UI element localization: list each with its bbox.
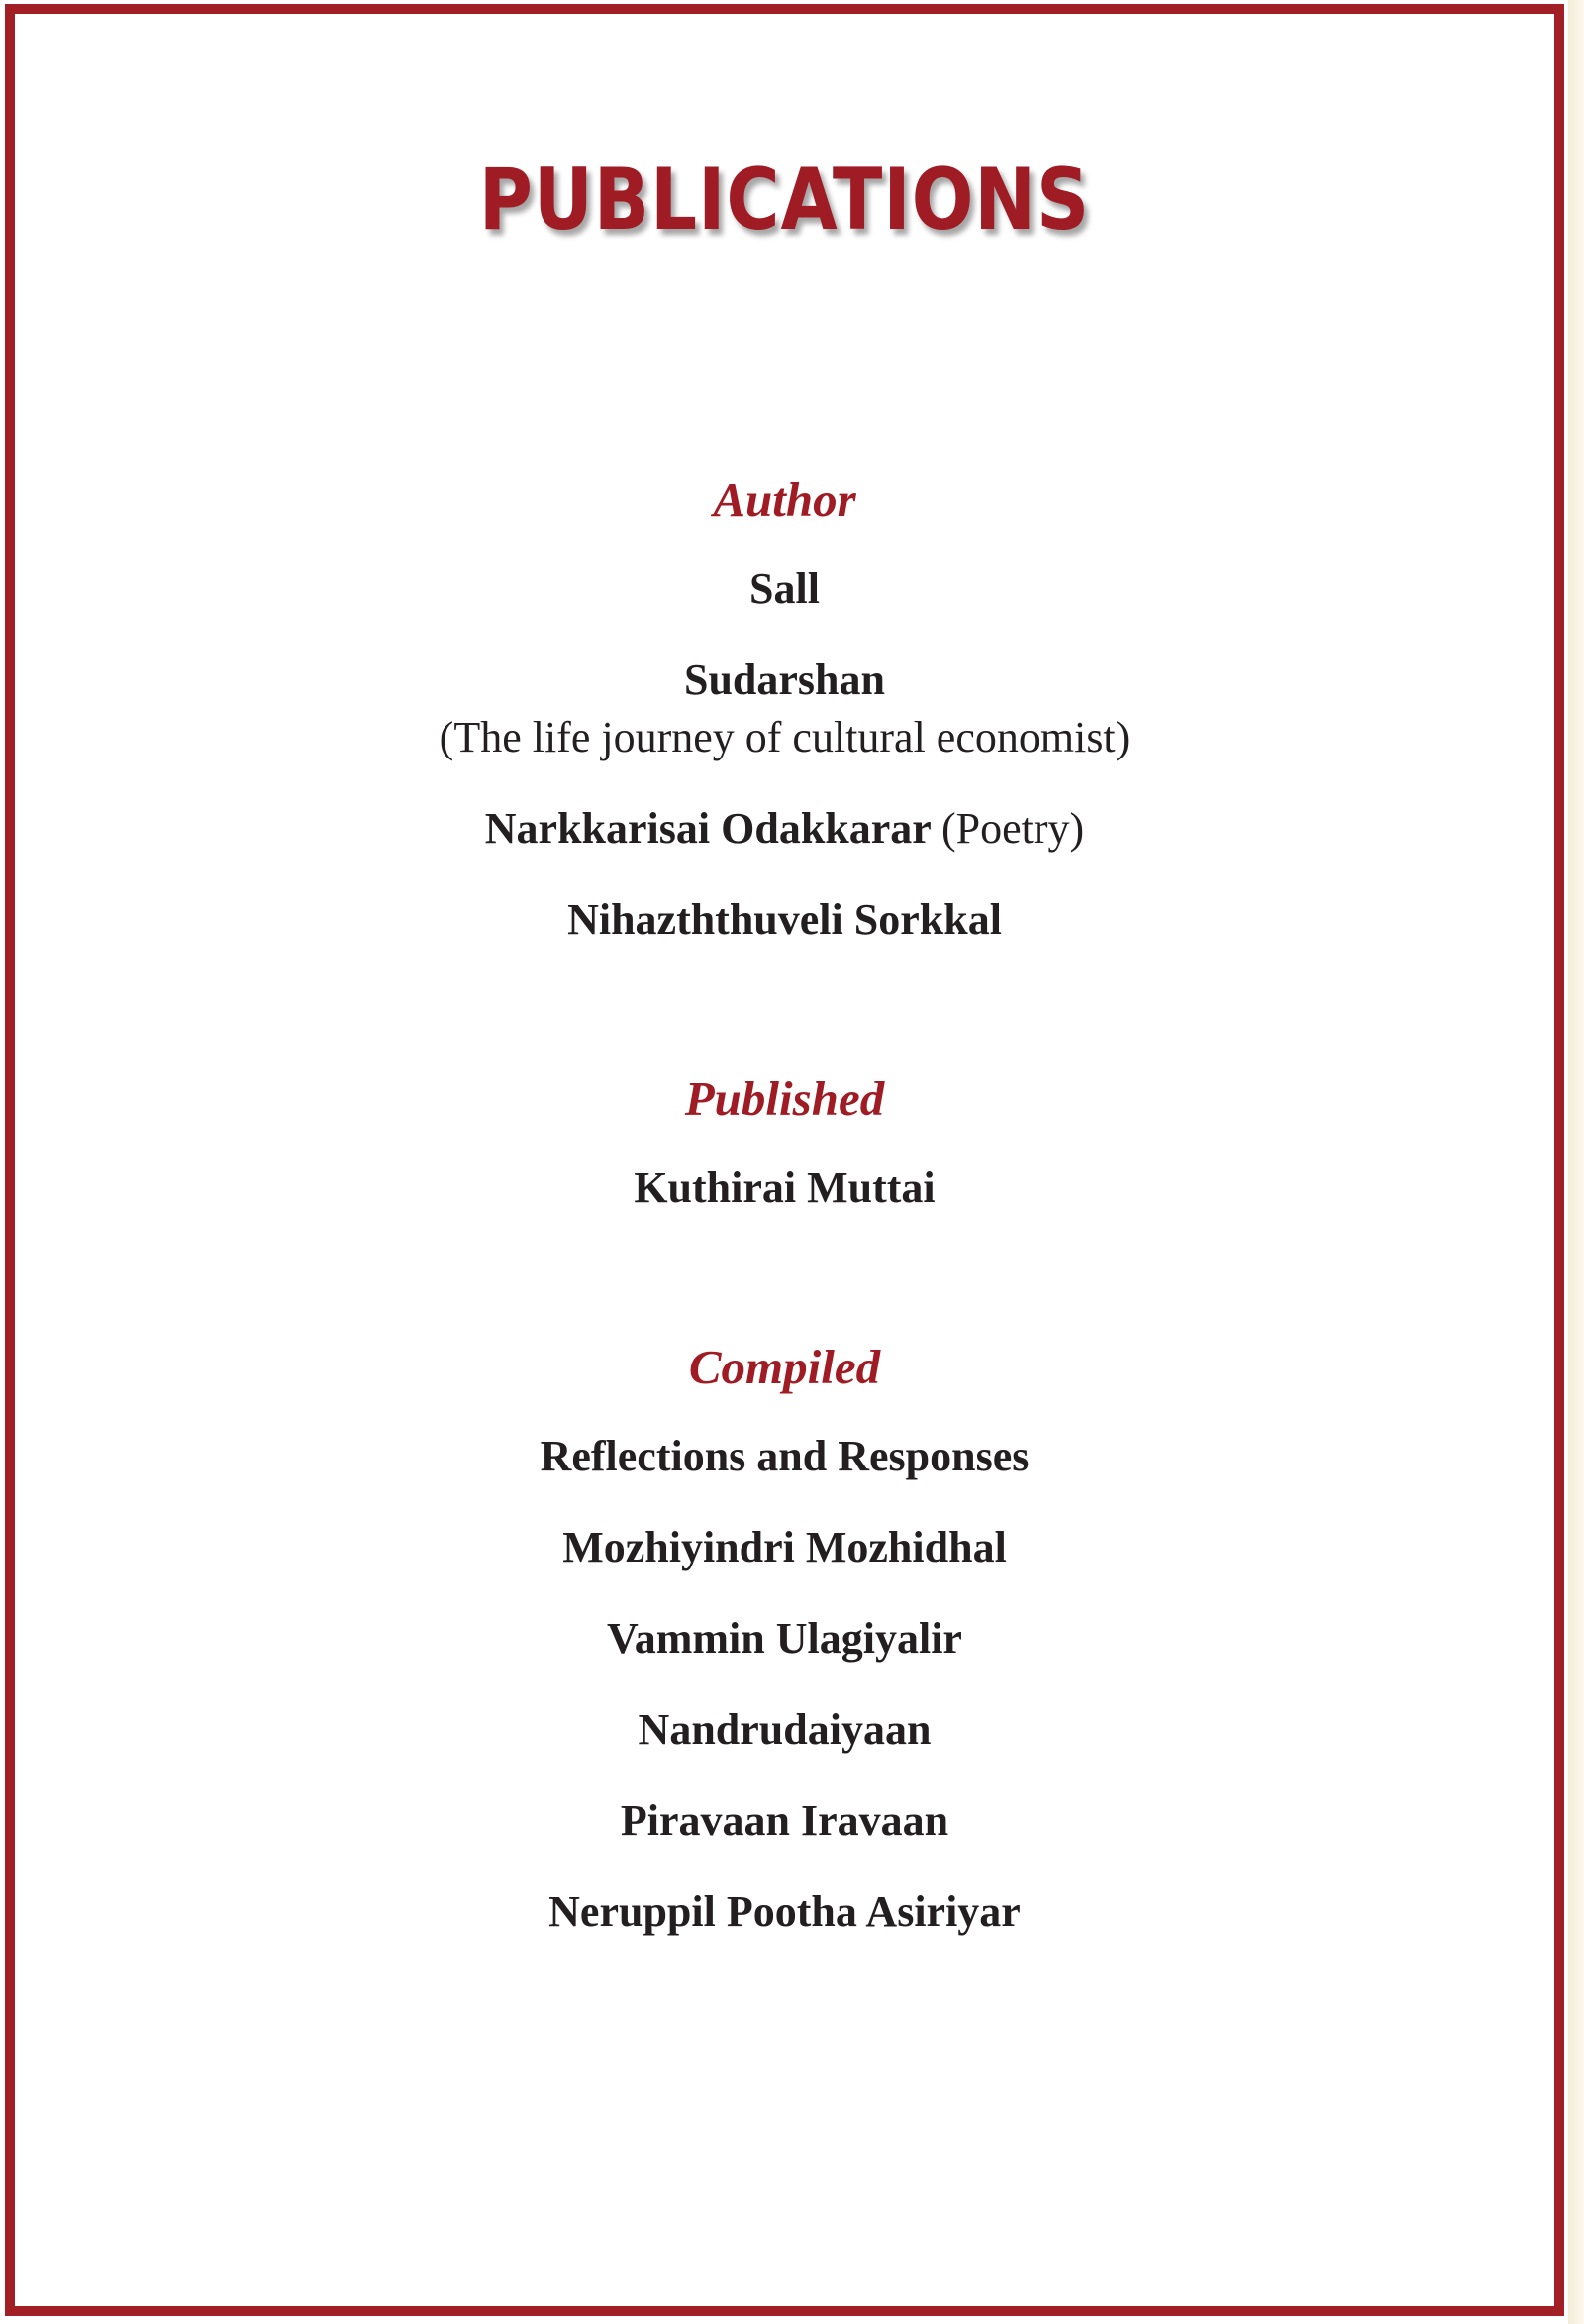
list-item: Nandrudaiyaan [638, 1705, 932, 1754]
publications-list [15, 472, 1554, 1936]
list-item-title: Narkkarisai Odakkarar [484, 804, 932, 853]
section-heading-author: Author [713, 472, 856, 527]
list-item: Sall [749, 564, 820, 613]
list-item: Piravaan Iravaan [620, 1796, 949, 1845]
section-heading-compiled: Compiled [688, 1340, 881, 1394]
page-border [5, 4, 1564, 2316]
list-item-note: (The life journey of cultural economist) [439, 713, 1131, 761]
list-item: Sudarshan [683, 656, 885, 704]
page-edge [1568, 0, 1584, 2324]
list-item: Vammin Ulagiyalir [607, 1614, 962, 1663]
list-item [15, 804, 1554, 853]
list-item: Neruppil Pootha Asiriyar [548, 1887, 1021, 1936]
list-item: Kuthirai Muttai [634, 1163, 936, 1212]
list-item: Nihazththuveli Sorkkal [567, 895, 1002, 944]
list-item-note: (Poetry) [941, 804, 1085, 853]
list-item: Mozhiyindri Mozhidhal [562, 1523, 1007, 1571]
list-item: Reflections and Responses [540, 1432, 1030, 1480]
page-title: PUBLICATIONS [478, 151, 1091, 250]
section-heading-published: Published [684, 1071, 885, 1126]
